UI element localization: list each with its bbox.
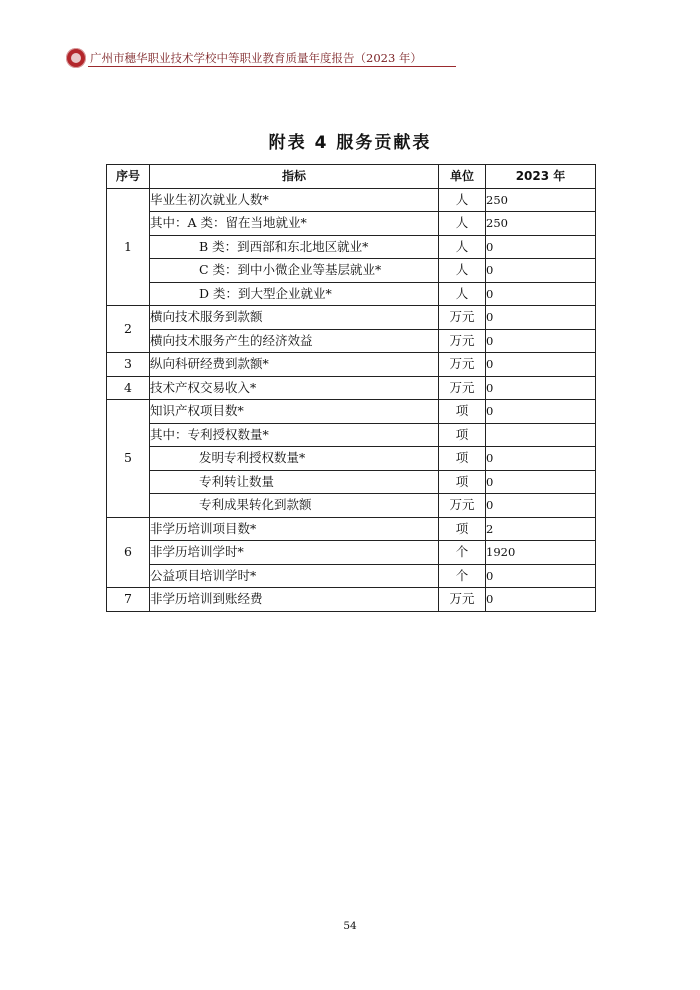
value-cell (486, 423, 596, 447)
table-row (107, 353, 596, 377)
seq-cell: 4 (107, 376, 150, 400)
value-cell: 250 (486, 212, 596, 236)
value-cell: 0 (486, 400, 596, 424)
unit-cell: 万元 (439, 588, 486, 612)
header-rule (88, 66, 456, 67)
indicator-cell: 横向技术服务产生的经济效益 (150, 329, 439, 353)
value-cell: 0 (486, 588, 596, 612)
seq-cell: 3 (107, 353, 150, 377)
unit-cell: 项 (439, 423, 486, 447)
seq-cell: 5 (107, 400, 150, 518)
table-row (107, 235, 596, 259)
indicator-cell: B 类：到西部和东北地区就业* (150, 235, 439, 259)
unit-cell: 项 (439, 470, 486, 494)
table-title: 附表 4 服务贡献表 (268, 133, 432, 153)
column-header-unit: 单位 (439, 165, 486, 189)
unit-cell: 万元 (439, 494, 486, 518)
indicator-cell: 纵向科研经费到款额* (150, 353, 439, 377)
table-row (107, 212, 596, 236)
value-cell: 0 (486, 447, 596, 471)
table-row (107, 494, 596, 518)
table-row (107, 447, 596, 471)
unit-cell: 项 (439, 517, 486, 541)
table-row (107, 188, 596, 212)
column-header-indicator: 指标 (150, 165, 439, 189)
unit-cell: 万元 (439, 329, 486, 353)
table-row (107, 376, 596, 400)
table-row (107, 423, 596, 447)
unit-cell: 项 (439, 400, 486, 424)
value-cell: 0 (486, 235, 596, 259)
value-cell: 0 (486, 470, 596, 494)
value-cell: 2 (486, 517, 596, 541)
seq-cell: 6 (107, 517, 150, 588)
indicator-cell: 非学历培训学时* (150, 541, 439, 565)
indicator-cell: 技术产权交易收入* (150, 376, 439, 400)
indicator-cell: 其中：A 类：留在当地就业* (150, 212, 439, 236)
value-cell: 0 (486, 353, 596, 377)
seq-cell: 1 (107, 188, 150, 306)
page-number: 54 (343, 920, 357, 932)
indicator-cell: 公益项目培训学时* (150, 564, 439, 588)
column-header-seq: 序号 (107, 165, 150, 189)
header-title: 广州市穗华职业技术学校中等职业教育质量年度报告（2023 年） (90, 51, 422, 65)
column-header-year: 2023 年 (486, 165, 596, 189)
seq-cell: 7 (107, 588, 150, 612)
table-header-row (107, 165, 596, 189)
table-row (107, 282, 596, 306)
unit-cell: 个 (439, 541, 486, 565)
value-cell: 0 (486, 376, 596, 400)
value-cell: 0 (486, 282, 596, 306)
unit-cell: 个 (439, 564, 486, 588)
table-row (107, 588, 596, 612)
value-cell: 0 (486, 564, 596, 588)
unit-cell: 项 (439, 447, 486, 471)
unit-cell: 万元 (439, 306, 486, 330)
unit-cell: 人 (439, 212, 486, 236)
indicator-cell: 非学历培训项目数* (150, 517, 439, 541)
table-row (107, 517, 596, 541)
unit-cell: 万元 (439, 353, 486, 377)
unit-cell: 人 (439, 235, 486, 259)
indicator-cell: 知识产权项目数* (150, 400, 439, 424)
indicator-cell: 其中：专利授权数量* (150, 423, 439, 447)
indicator-cell: 专利成果转化到款额 (150, 494, 439, 518)
value-cell: 0 (486, 259, 596, 283)
indicator-cell: 横向技术服务到款额 (150, 306, 439, 330)
service-contribution-table (106, 164, 596, 612)
table-row (107, 329, 596, 353)
table-row (107, 306, 596, 330)
unit-cell: 人 (439, 282, 486, 306)
unit-cell: 人 (439, 188, 486, 212)
indicator-cell: 专利转让数量 (150, 470, 439, 494)
value-cell: 0 (486, 329, 596, 353)
table-row (107, 470, 596, 494)
value-cell: 0 (486, 306, 596, 330)
school-logo-icon (66, 48, 86, 68)
indicator-cell: 毕业生初次就业人数* (150, 188, 439, 212)
page-header (66, 48, 456, 70)
table-row (107, 541, 596, 565)
value-cell: 1920 (486, 541, 596, 565)
indicator-cell: D 类：到大型企业就业* (150, 282, 439, 306)
value-cell: 250 (486, 188, 596, 212)
table-row (107, 564, 596, 588)
indicator-cell: 发明专利授权数量* (150, 447, 439, 471)
value-cell: 0 (486, 494, 596, 518)
table-row (107, 259, 596, 283)
unit-cell: 人 (439, 259, 486, 283)
seq-cell: 2 (107, 306, 150, 353)
indicator-cell: 非学历培训到账经费 (150, 588, 439, 612)
table-row (107, 400, 596, 424)
indicator-cell: C 类：到中小微企业等基层就业* (150, 259, 439, 283)
unit-cell: 万元 (439, 376, 486, 400)
